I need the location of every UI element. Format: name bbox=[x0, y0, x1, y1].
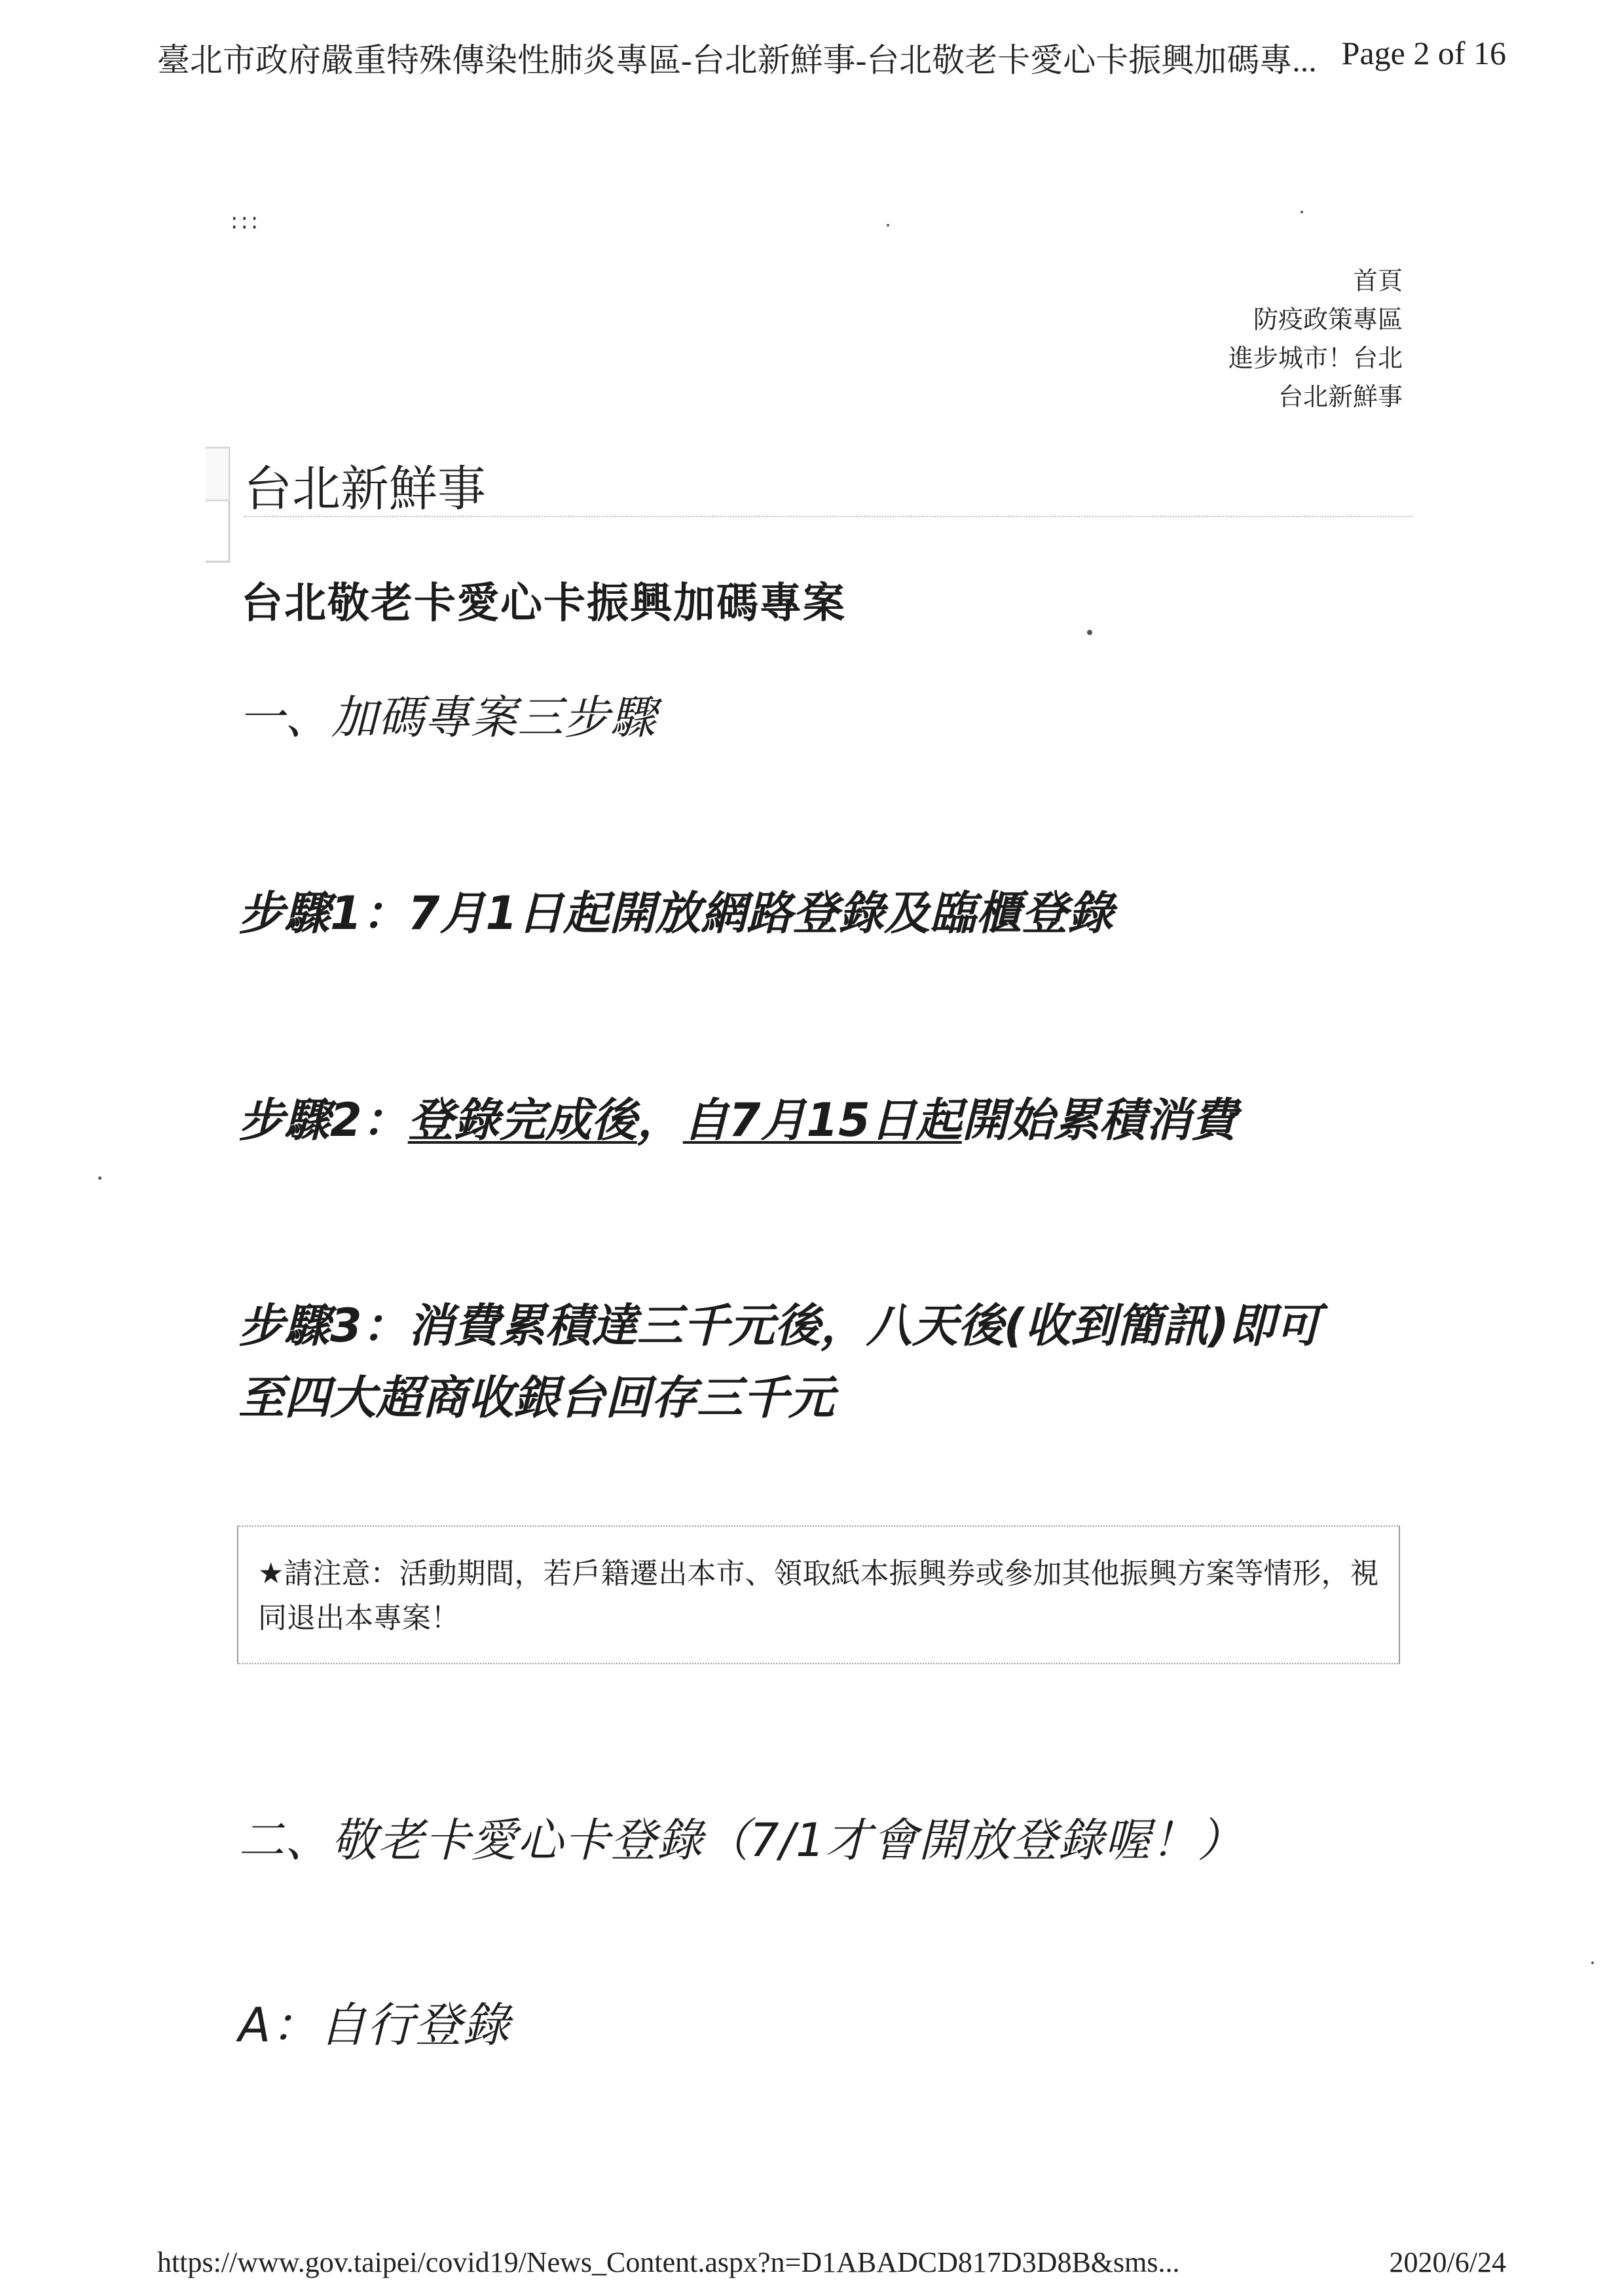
breadcrumb bbox=[1228, 262, 1403, 416]
heading-three-steps: 一、加碼專案三步驟 bbox=[238, 691, 657, 744]
step-3 bbox=[238, 1290, 1321, 1434]
step-3-label: 步驟3： bbox=[238, 1299, 408, 1353]
print-footer-date: 2020/6/24 bbox=[1389, 2246, 1506, 2278]
print-header-page-number: Page 2 of 16 bbox=[1341, 35, 1506, 71]
heading-card-registration: 二、敬老卡愛心卡登錄（7/1才會開放登錄喔！） bbox=[238, 1813, 1244, 1867]
step-2-separator: ， bbox=[637, 1093, 683, 1147]
breadcrumb-item-epidemic-policy[interactable]: 防疫政策專區 bbox=[1253, 305, 1403, 334]
scan-speck bbox=[1591, 1961, 1594, 1964]
scan-speck bbox=[1087, 630, 1092, 635]
section-bracket-decoration bbox=[203, 445, 237, 566]
scan-speck bbox=[98, 1176, 101, 1180]
section-title: 台北新鮮事 bbox=[244, 461, 486, 517]
step-3-line-2: 至四大超商收銀台回存三千元 bbox=[238, 1371, 834, 1425]
heading-self-registration: A：自行登錄 bbox=[238, 1997, 511, 2052]
scan-speck bbox=[887, 224, 889, 227]
step-1-text: 7月1日起開放網路登錄及臨櫃登錄 bbox=[407, 886, 1114, 940]
article-title: 台北敬老卡愛心卡振興加碼專案 bbox=[241, 579, 846, 628]
step-3-line-1: 消費累積達三千元後，八天後(收到簡訊)即可 bbox=[407, 1299, 1321, 1353]
notice-box bbox=[237, 1525, 1400, 1664]
step-2-text: 開始累積消費 bbox=[961, 1093, 1237, 1147]
print-header-title: 臺北市政府嚴重特殊傳染性肺炎專區-台北新鮮事-台北敬老卡愛心卡振興加碼專... bbox=[157, 42, 1317, 79]
notice-text: ★請注意：活動期間，若戶籍遷出本市、領取紙本振興券或參加其他振興方案等情形，視同退出本專案！ bbox=[258, 1557, 1379, 1635]
breadcrumb-item-taipei-news[interactable]: 台北新鮮事 bbox=[1278, 382, 1403, 411]
print-footer bbox=[157, 2246, 1506, 2279]
step-1 bbox=[238, 877, 1113, 949]
step-1-label: 步驟1： bbox=[238, 886, 408, 940]
breadcrumb-item-progressive-city[interactable]: 進步城市！台北 bbox=[1228, 344, 1403, 373]
breadcrumb-item-home[interactable]: 首頁 bbox=[1352, 266, 1403, 295]
step-2-underlined-registration: 登錄完成後 bbox=[407, 1093, 637, 1147]
skip-to-content-link[interactable]: ::: bbox=[231, 208, 261, 234]
step-2 bbox=[238, 1084, 1237, 1156]
step-2-label: 步驟2： bbox=[238, 1093, 408, 1147]
step-2-underlined-date: 自7月15日起 bbox=[682, 1093, 962, 1147]
scan-speck bbox=[1301, 211, 1303, 213]
print-header bbox=[157, 34, 1506, 81]
section-title-divider bbox=[244, 516, 1412, 517]
print-footer-url: https://www.gov.taipei/covid19/News_Content.aspx?n=D1ABADCD817D3D8B&sms... bbox=[157, 2246, 1180, 2278]
